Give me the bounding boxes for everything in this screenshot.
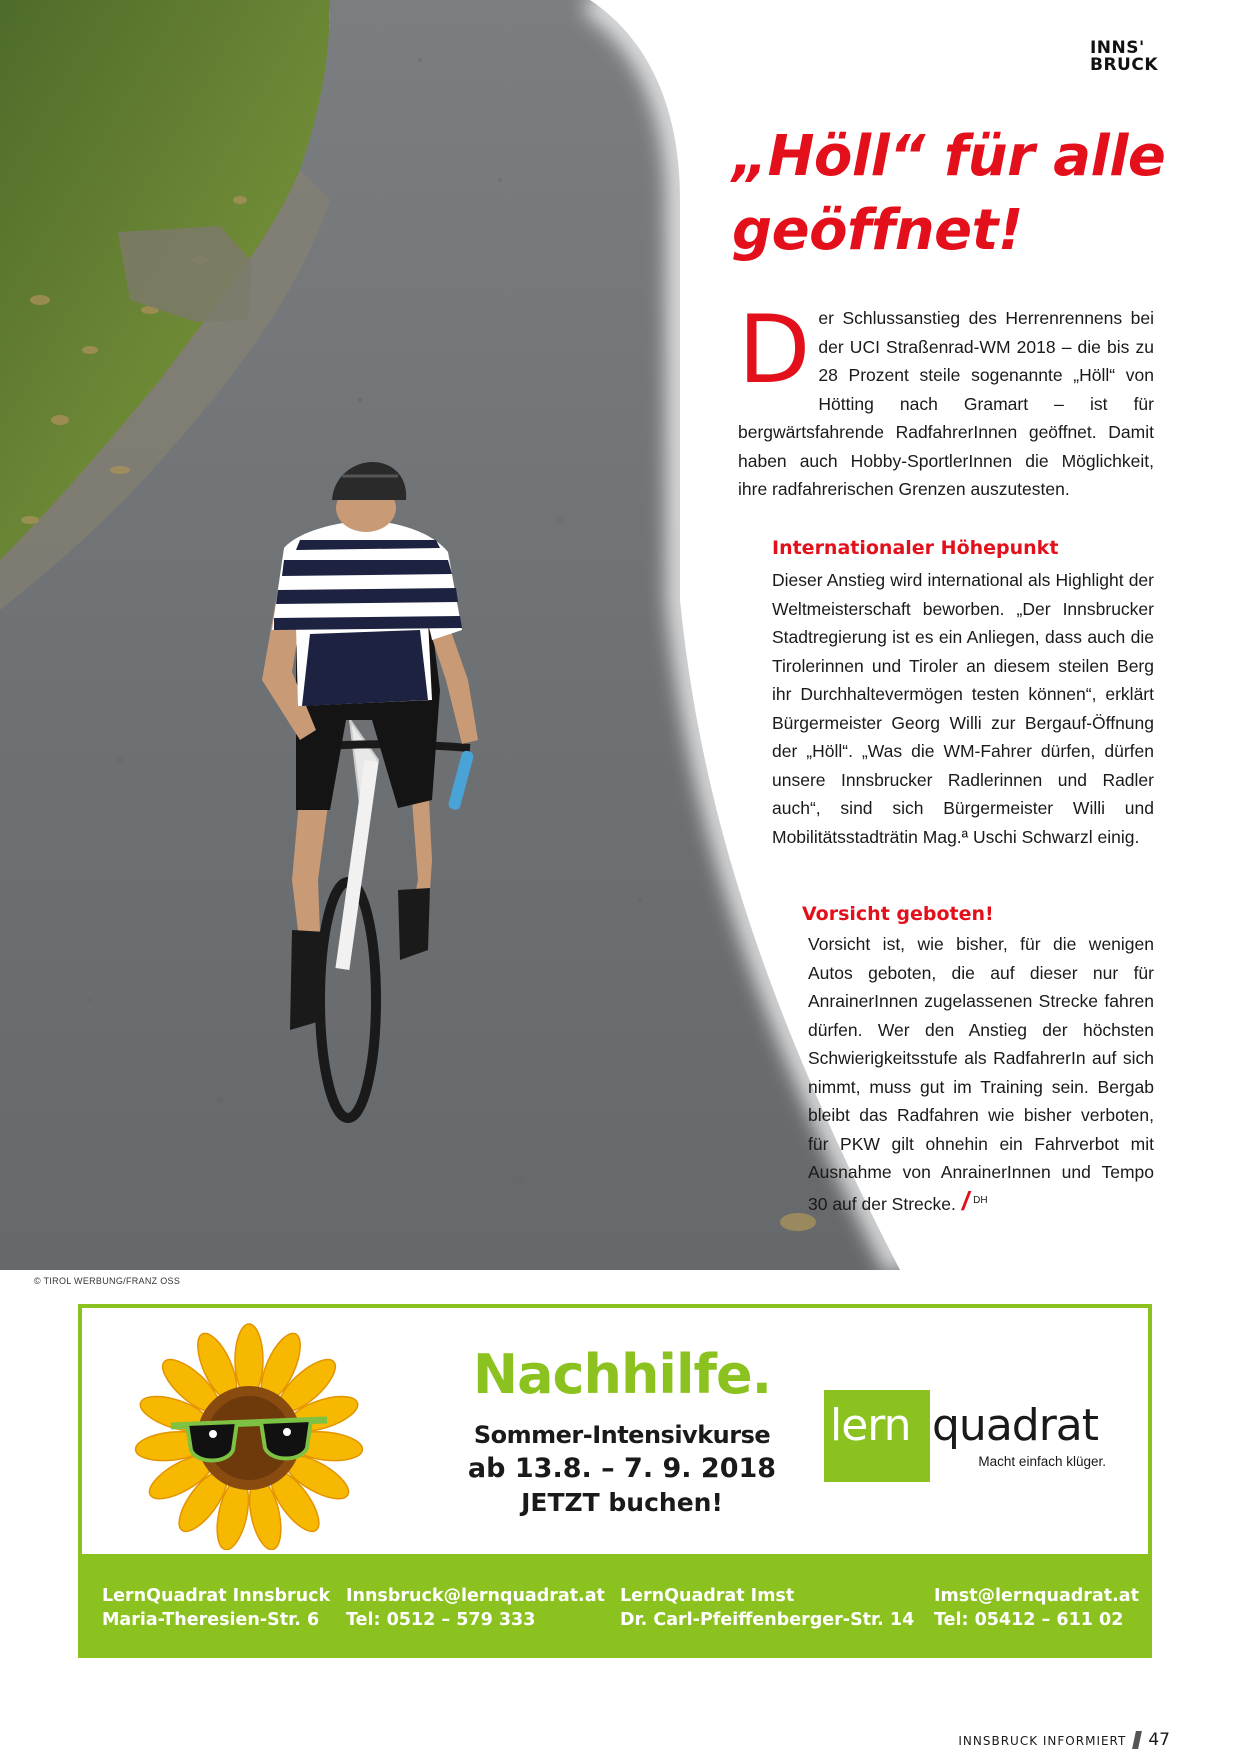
logo-part-lern: lern	[830, 1400, 911, 1451]
contact-email[interactable]: Imst@lernquadrat.at	[934, 1586, 1139, 1606]
contact-line: LernQuadrat Imst	[620, 1586, 795, 1606]
article-title: „Höll“ für alle geöffnet!	[732, 124, 1166, 263]
contact-email[interactable]: Innsbruck@lernquadrat.at	[346, 1586, 605, 1606]
dropcap: D	[738, 296, 811, 405]
page-footer	[958, 1730, 1170, 1750]
photo-credit: © TIROL WERBUNG/FRANZ OSS	[34, 1276, 181, 1286]
logo-part-quadrat: quadrat	[932, 1400, 1099, 1451]
logo-claim: Macht einfach klüger.	[978, 1454, 1106, 1469]
logo-line-2: BRUCK	[1089, 55, 1158, 75]
contact-innsbruck-email	[346, 1584, 605, 1632]
end-mark: /	[961, 1185, 970, 1216]
contact-line: LernQuadrat Innsbruck	[102, 1586, 331, 1606]
contact-line: Dr. Carl-Pfeiffenberger-Str. 14	[620, 1610, 915, 1630]
logo-line-1: INNS'	[1089, 38, 1145, 58]
contact-line: Maria-Theresien-Str. 6	[102, 1610, 320, 1630]
contact-innsbruck-address	[102, 1584, 330, 1632]
section-caution	[808, 930, 1154, 1218]
sunflower-sunglasses-icon	[134, 1320, 364, 1550]
ad-line-2: ab 13.8. – 7. 9. 2018	[467, 1453, 777, 1484]
contact-phone: Tel: 0512 – 579 333	[346, 1610, 536, 1630]
page-number: 47	[1148, 1730, 1170, 1750]
section-international-text: Dieser Anstieg wird international als Highlight der Weltmeisterschaft beworben. „Der Innsbrucker Stadtregierung ist es ein Anliegen, dass auch die Tirolerinnen und Tiroler an diesem steilen Berg ihr Durchhaltevermögen testen können“, erklärt Bürgermeister Georg Willi zur Bergauf-Öffnung der „Höll“. „Was die WM-Fahrer dürfen, dürfen unsere Innsbrucker Radlerinnen und Radler auch“, sind sich Bürgermeister Willi und Mobilitätsstadträtin Mag.ª Uschi Schwarzl einig.	[772, 570, 1154, 847]
lernquadrat-ad	[78, 1304, 1152, 1658]
contact-phone: Tel: 05412 – 611 02	[934, 1610, 1124, 1630]
ad-line-1: Sommer-Intensivkurse	[473, 1421, 771, 1449]
article-intro	[738, 296, 1154, 504]
ad-upper	[82, 1308, 1148, 1554]
innsbruck-logo	[1090, 40, 1158, 74]
ad-headline: Nachhilfe.	[472, 1343, 772, 1406]
lernquadrat-logo	[824, 1386, 1114, 1486]
footer-divider	[1132, 1731, 1142, 1749]
ad-contact-bar	[82, 1554, 1148, 1658]
ad-line-3: JETZT buchen!	[521, 1488, 723, 1517]
section-caution-text: Vorsicht ist, wie bisher, für die wenigen Autos geboten, die auf dieser nur für AnrainerInnen zugelassenen Strecke fahren dürfen. Wer den Anstieg der höchsten Schwierigkeitsstufe als RadfahrerIn auf sich nimmt, muss gut im Training sein. Bergab bleibt das Radfahren wie bisher verboten, für PKW gilt ohnehin ein Fahrverbot mit Ausnahme von AnrainerInnen und Tempo 30 auf der Strecke.	[808, 934, 1154, 1214]
author-initials: DH	[973, 1194, 988, 1206]
ad-offer	[452, 1418, 792, 1520]
publication-name: INNSBRUCK INFORMIERT	[958, 1734, 1127, 1748]
subheading-international: Internationaler Höhepunkt	[772, 537, 1059, 559]
contact-imst-address	[620, 1584, 914, 1632]
contact-imst-email	[934, 1584, 1139, 1632]
subheading-caution: Vorsicht geboten!	[802, 903, 994, 925]
intro-text: er Schlussanstieg des Herrenrennens bei der UCI Straßenrad-WM 2018 – die bis zu 28 Prozent steile sogenannte „Höll“ von Hötting nach Gramart – ist für bergwärtsfahrende RadfahrerInnen geöffnet. Damit haben auch Hobby-SportlerInnen die Möglichkeit, ihre radfahrerischen Grenzen auszutesten.	[738, 308, 1154, 499]
